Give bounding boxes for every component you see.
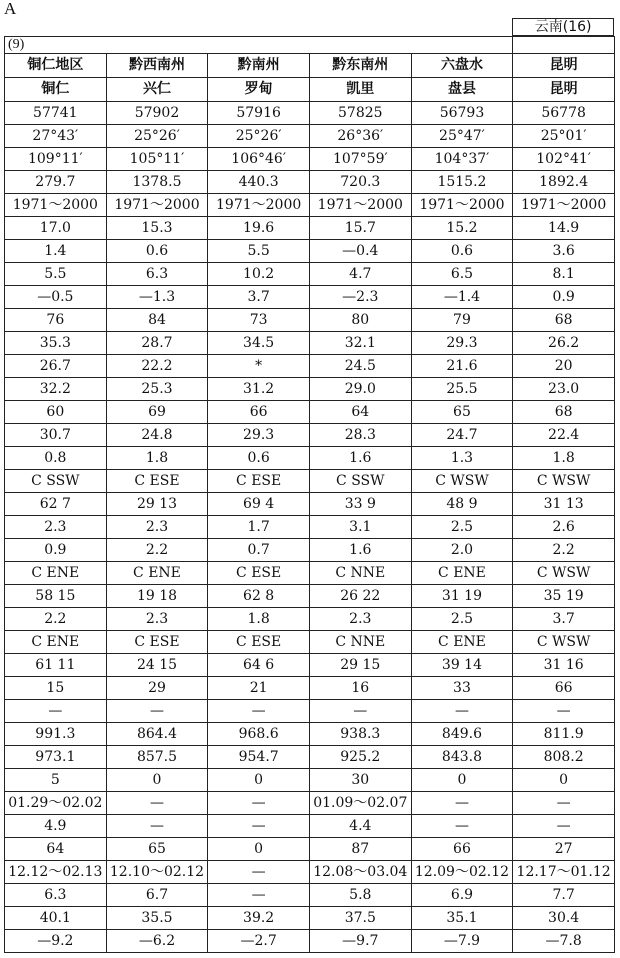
table-cell: — xyxy=(208,884,310,907)
table-cell: C NNE xyxy=(309,631,411,654)
table-cell: 25°47′ xyxy=(411,125,513,148)
table-cell: 23.0 xyxy=(513,378,615,401)
table-cell: 35.5 xyxy=(106,907,208,930)
table-cell: 2.5 xyxy=(411,608,513,631)
header-region: 昆明 xyxy=(513,54,615,78)
table-cell: —0.4 xyxy=(309,240,411,263)
table-cell: 27°43′ xyxy=(5,125,107,148)
table-cell: C ENE xyxy=(5,562,107,585)
table-cell: 22.4 xyxy=(513,424,615,447)
table-cell: 66 xyxy=(513,677,615,700)
table-cell: 27 xyxy=(513,838,615,861)
table-cell: 808.2 xyxy=(513,746,615,769)
table-cell: 48 9 xyxy=(411,493,513,516)
table-cell: 26.2 xyxy=(513,332,615,355)
table-cell: 3.7 xyxy=(513,608,615,631)
table-cell: 102°41′ xyxy=(513,148,615,171)
table-cell: 39.2 xyxy=(208,907,310,930)
table-row xyxy=(5,838,615,861)
table-row xyxy=(5,217,615,240)
table-cell: 107°59′ xyxy=(309,148,411,171)
table-cell: — xyxy=(5,700,107,723)
table-row xyxy=(5,125,615,148)
header-station: 凯里 xyxy=(309,78,411,102)
table-cell: 6.5 xyxy=(411,263,513,286)
table-number: (9) xyxy=(5,37,513,54)
table-cell: 65 xyxy=(106,838,208,861)
table-cell: 56793 xyxy=(411,102,513,125)
header-region: 铜仁地区 xyxy=(5,54,107,78)
table-cell: C SSW xyxy=(5,470,107,493)
table-cell: 0.6 xyxy=(106,240,208,263)
table-cell: 1971～2000 xyxy=(5,194,107,217)
table-cell: 29.3 xyxy=(208,424,310,447)
table-cell: 1378.5 xyxy=(106,171,208,194)
table-row xyxy=(5,608,615,631)
header-row-station xyxy=(5,78,615,102)
table-row xyxy=(5,240,615,263)
table-cell: 25.3 xyxy=(106,378,208,401)
table-cell: 2.3 xyxy=(106,516,208,539)
table-cell: — xyxy=(411,815,513,838)
table-cell: 25°01′ xyxy=(513,125,615,148)
table-row xyxy=(5,631,615,654)
table-cell: — xyxy=(513,700,615,723)
table-cell: 15.3 xyxy=(106,217,208,240)
table-row xyxy=(5,171,615,194)
table-cell: 2.5 xyxy=(411,516,513,539)
table-cell: 0.8 xyxy=(5,447,107,470)
header-station: 盘县 xyxy=(411,78,513,102)
table-cell: 01.29～02.02 xyxy=(5,792,107,815)
table-row xyxy=(5,654,615,677)
table-cell: — xyxy=(208,792,310,815)
table-cell: 61 11 xyxy=(5,654,107,677)
table-cell: —2.7 xyxy=(208,930,310,953)
table-cell: 21.6 xyxy=(411,355,513,378)
table-cell: 0.9 xyxy=(5,539,107,562)
table-cell: —0.5 xyxy=(5,286,107,309)
table-cell: —9.2 xyxy=(5,930,107,953)
table-cell: 56778 xyxy=(513,102,615,125)
table-row xyxy=(5,930,615,953)
header-station: 铜仁 xyxy=(5,78,107,102)
table-cell: 0 xyxy=(411,769,513,792)
table-number-row xyxy=(5,37,615,54)
table-cell: 6.9 xyxy=(411,884,513,907)
table-cell: 5 xyxy=(5,769,107,792)
table-cell: 87 xyxy=(309,838,411,861)
table-cell: 2.3 xyxy=(5,516,107,539)
table-cell: 31 13 xyxy=(513,493,615,516)
table-cell: 6.7 xyxy=(106,884,208,907)
table-cell: 34.5 xyxy=(208,332,310,355)
table-cell: 65 xyxy=(411,401,513,424)
table-cell: 79 xyxy=(411,309,513,332)
table-row xyxy=(5,723,615,746)
table-cell: C ESE xyxy=(106,631,208,654)
table-row xyxy=(5,769,615,792)
table-cell: C ENE xyxy=(5,631,107,654)
table-cell: — xyxy=(513,792,615,815)
table-cell: — xyxy=(411,792,513,815)
table-cell: 15.7 xyxy=(309,217,411,240)
table-cell: 811.9 xyxy=(513,723,615,746)
table-cell: 1515.2 xyxy=(411,171,513,194)
table-cell: 64 6 xyxy=(208,654,310,677)
table-cell: 66 xyxy=(411,838,513,861)
table-row xyxy=(5,746,615,769)
table-cell: 1.6 xyxy=(309,447,411,470)
table-cell: 1.7 xyxy=(208,516,310,539)
header-region: 黔西南州 xyxy=(106,54,208,78)
table-row xyxy=(5,470,615,493)
table-row xyxy=(5,378,615,401)
table-cell: 37.5 xyxy=(309,907,411,930)
table-cell: 30 xyxy=(309,769,411,792)
table-row xyxy=(5,424,615,447)
table-cell: 35 19 xyxy=(513,585,615,608)
table-cell: — xyxy=(106,792,208,815)
table-row xyxy=(5,263,615,286)
table-cell: 12.12～02.13 xyxy=(5,861,107,884)
table-cell: C ENE xyxy=(106,562,208,585)
header-region: 黔南州 xyxy=(208,54,310,78)
table-cell: — xyxy=(106,700,208,723)
table-cell: 16 xyxy=(309,677,411,700)
table-cell: 3.7 xyxy=(208,286,310,309)
table-cell: 0.9 xyxy=(513,286,615,309)
table-cell: 3.1 xyxy=(309,516,411,539)
table-cell: 35.1 xyxy=(411,907,513,930)
table-cell: 24.7 xyxy=(411,424,513,447)
table-cell: C ESE xyxy=(208,631,310,654)
table-cell: —6.2 xyxy=(106,930,208,953)
table-cell: 104°37′ xyxy=(411,148,513,171)
table-cell: 57825 xyxy=(309,102,411,125)
table-cell: 29.3 xyxy=(411,332,513,355)
table-row xyxy=(5,355,615,378)
table-cell: 7.7 xyxy=(513,884,615,907)
table-cell: C ESE xyxy=(208,470,310,493)
table-row xyxy=(5,677,615,700)
table-cell: 29 13 xyxy=(106,493,208,516)
table-cell: 31.2 xyxy=(208,378,310,401)
table-cell: 106°46′ xyxy=(208,148,310,171)
table-cell: 12.17～01.12 xyxy=(513,861,615,884)
table-cell: 57902 xyxy=(106,102,208,125)
table-cell: 4.4 xyxy=(309,815,411,838)
table-row xyxy=(5,148,615,171)
table-cell: 1.8 xyxy=(208,608,310,631)
table-cell: 29 15 xyxy=(309,654,411,677)
table-cell: 279.7 xyxy=(5,171,107,194)
header-region: 六盘水 xyxy=(411,54,513,78)
table-cell: 105°11′ xyxy=(106,148,208,171)
table-row xyxy=(5,401,615,424)
table-cell: 17.0 xyxy=(5,217,107,240)
table-cell: 35.3 xyxy=(5,332,107,355)
climate-data-table xyxy=(4,36,615,953)
table-row xyxy=(5,447,615,470)
table-cell: 1971～2000 xyxy=(106,194,208,217)
region-tag: 云南(16) xyxy=(512,19,614,36)
table-cell: 2.0 xyxy=(411,539,513,562)
table-row xyxy=(5,585,615,608)
table-cell: 2.3 xyxy=(309,608,411,631)
table-cell: C WSW xyxy=(513,631,615,654)
table-cell: 69 xyxy=(106,401,208,424)
table-cell: 720.3 xyxy=(309,171,411,194)
table-cell: 1.8 xyxy=(513,447,615,470)
table-top-strip xyxy=(4,18,614,36)
table-cell: 58 15 xyxy=(5,585,107,608)
table-cell: 843.8 xyxy=(411,746,513,769)
table-cell: 1971～2000 xyxy=(309,194,411,217)
table-cell: 26°36′ xyxy=(309,125,411,148)
table-row xyxy=(5,516,615,539)
table-cell: 25°26′ xyxy=(106,125,208,148)
table-cell: 20 xyxy=(513,355,615,378)
table-cell: 968.6 xyxy=(208,723,310,746)
table-row xyxy=(5,700,615,723)
table-cell: 31 16 xyxy=(513,654,615,677)
table-cell: 3.6 xyxy=(513,240,615,263)
table-row xyxy=(5,194,615,217)
table-cell: 5.5 xyxy=(208,240,310,263)
table-row xyxy=(5,309,615,332)
table-cell: 925.2 xyxy=(309,746,411,769)
table-cell: 28.3 xyxy=(309,424,411,447)
table-cell: 64 xyxy=(309,401,411,424)
header-station: 罗甸 xyxy=(208,78,310,102)
table-cell: 15.2 xyxy=(411,217,513,240)
table-cell: 33 9 xyxy=(309,493,411,516)
table-cell: 69 4 xyxy=(208,493,310,516)
table-cell: —1.3 xyxy=(106,286,208,309)
table-cell: —7.9 xyxy=(411,930,513,953)
table-cell: 1971～2000 xyxy=(411,194,513,217)
table-cell: 5.8 xyxy=(309,884,411,907)
table-cell: 31 19 xyxy=(411,585,513,608)
table-row xyxy=(5,861,615,884)
table-row xyxy=(5,815,615,838)
table-cell: 66 xyxy=(208,401,310,424)
header-station: 兴仁 xyxy=(106,78,208,102)
table-cell: C WSW xyxy=(411,470,513,493)
table-cell: 26 22 xyxy=(309,585,411,608)
table-cell: 2.6 xyxy=(513,516,615,539)
table-row xyxy=(5,792,615,815)
table-cell: —2.3 xyxy=(309,286,411,309)
table-cell: 2.2 xyxy=(513,539,615,562)
table-cell: — xyxy=(309,700,411,723)
table-cell: 991.3 xyxy=(5,723,107,746)
table-cell: — xyxy=(513,815,615,838)
table-cell: 25°26′ xyxy=(208,125,310,148)
table-cell: 12.08～03.04 xyxy=(309,861,411,884)
table-cell: 954.7 xyxy=(208,746,310,769)
table-cell: 6.3 xyxy=(5,884,107,907)
table-row xyxy=(5,286,615,309)
table-cell: 973.1 xyxy=(5,746,107,769)
table-cell: * xyxy=(208,355,310,378)
table-cell: 1971～2000 xyxy=(513,194,615,217)
table-cell: C ESE xyxy=(208,562,310,585)
table-cell: 62 8 xyxy=(208,585,310,608)
table-cell: 28.7 xyxy=(106,332,208,355)
table-cell: 80 xyxy=(309,309,411,332)
table-cell: 5.5 xyxy=(5,263,107,286)
header-region: 黔东南州 xyxy=(309,54,411,78)
table-cell: 1.4 xyxy=(5,240,107,263)
table-cell: C WSW xyxy=(513,470,615,493)
table-cell: 0 xyxy=(106,769,208,792)
table-cell: —1.4 xyxy=(411,286,513,309)
table-cell: 12.09～02.12 xyxy=(411,861,513,884)
table-cell: 0.7 xyxy=(208,539,310,562)
table-cell: 8.1 xyxy=(513,263,615,286)
table-cell: C WSW xyxy=(513,562,615,585)
table-cell: 29 xyxy=(106,677,208,700)
table-cell: — xyxy=(411,700,513,723)
table-cell: 25.5 xyxy=(411,378,513,401)
table-cell: 849.6 xyxy=(411,723,513,746)
table-row xyxy=(5,907,615,930)
table-cell: 0 xyxy=(513,769,615,792)
table-cell: 26.7 xyxy=(5,355,107,378)
table-row xyxy=(5,102,615,125)
table-cell: 24 15 xyxy=(106,654,208,677)
table-cell: 0 xyxy=(208,838,310,861)
table-row xyxy=(5,884,615,907)
table-cell: — xyxy=(208,815,310,838)
table-cell: 10.2 xyxy=(208,263,310,286)
table-cell: —9.7 xyxy=(309,930,411,953)
table-cell: 6.3 xyxy=(106,263,208,286)
table-cell: 30.4 xyxy=(513,907,615,930)
table-cell: 0 xyxy=(208,769,310,792)
table-cell: 01.09～02.07 xyxy=(309,792,411,815)
table-row xyxy=(5,562,615,585)
table-row xyxy=(5,332,615,355)
page-letter: A xyxy=(4,0,17,18)
table-cell: 22.2 xyxy=(106,355,208,378)
table-row xyxy=(5,539,615,562)
table-cell: 857.5 xyxy=(106,746,208,769)
table-cell: 30.7 xyxy=(5,424,107,447)
table-cell: 109°11′ xyxy=(5,148,107,171)
table-cell: 4.9 xyxy=(5,815,107,838)
table-cell: 39 14 xyxy=(411,654,513,677)
table-cell: 15 xyxy=(5,677,107,700)
header-station: 昆明 xyxy=(513,78,615,102)
table-cell: 84 xyxy=(106,309,208,332)
table-cell: 0.6 xyxy=(411,240,513,263)
table-cell: C ESE xyxy=(106,470,208,493)
table-cell: — xyxy=(208,861,310,884)
table-row xyxy=(5,493,615,516)
table-cell: C NNE xyxy=(309,562,411,585)
table-cell: — xyxy=(208,700,310,723)
table-cell: 0.6 xyxy=(208,447,310,470)
table-cell: 1971～2000 xyxy=(208,194,310,217)
table-cell: 73 xyxy=(208,309,310,332)
header-row-region xyxy=(5,54,615,78)
table-cell: 4.7 xyxy=(309,263,411,286)
table-cell: 68 xyxy=(513,401,615,424)
table-cell: 24.8 xyxy=(106,424,208,447)
table-cell: 64 xyxy=(5,838,107,861)
table-cell: 76 xyxy=(5,309,107,332)
table-cell: C SSW xyxy=(309,470,411,493)
table-cell: 938.3 xyxy=(309,723,411,746)
table-cell: 60 xyxy=(5,401,107,424)
table-cell: 33 xyxy=(411,677,513,700)
table-cell: 68 xyxy=(513,309,615,332)
table-cell: 1.3 xyxy=(411,447,513,470)
table-cell: 1.6 xyxy=(309,539,411,562)
table-cell: 40.1 xyxy=(5,907,107,930)
table-cell: 57741 xyxy=(5,102,107,125)
table-cell: — xyxy=(106,815,208,838)
table-cell: 32.1 xyxy=(309,332,411,355)
table-cell: 32.2 xyxy=(5,378,107,401)
table-cell: 21 xyxy=(208,677,310,700)
table-cell: C ENE xyxy=(411,631,513,654)
table-cell: 2.3 xyxy=(106,608,208,631)
table-cell: 440.3 xyxy=(208,171,310,194)
table-cell: 29.0 xyxy=(309,378,411,401)
table-cell: 12.10～02.12 xyxy=(106,861,208,884)
table-cell: 14.9 xyxy=(513,217,615,240)
table-cell: 1892.4 xyxy=(513,171,615,194)
table-cell: 19 18 xyxy=(106,585,208,608)
table-cell: 19.6 xyxy=(208,217,310,240)
table-cell: 62 7 xyxy=(5,493,107,516)
table-cell: 57916 xyxy=(208,102,310,125)
table-cell: 1.8 xyxy=(106,447,208,470)
table-cell: 2.2 xyxy=(5,608,107,631)
table-cell: C ENE xyxy=(411,562,513,585)
table-cell: 2.2 xyxy=(106,539,208,562)
table-cell: —7.8 xyxy=(513,930,615,953)
table-cell: 24.5 xyxy=(309,355,411,378)
table-cell: 864.4 xyxy=(106,723,208,746)
